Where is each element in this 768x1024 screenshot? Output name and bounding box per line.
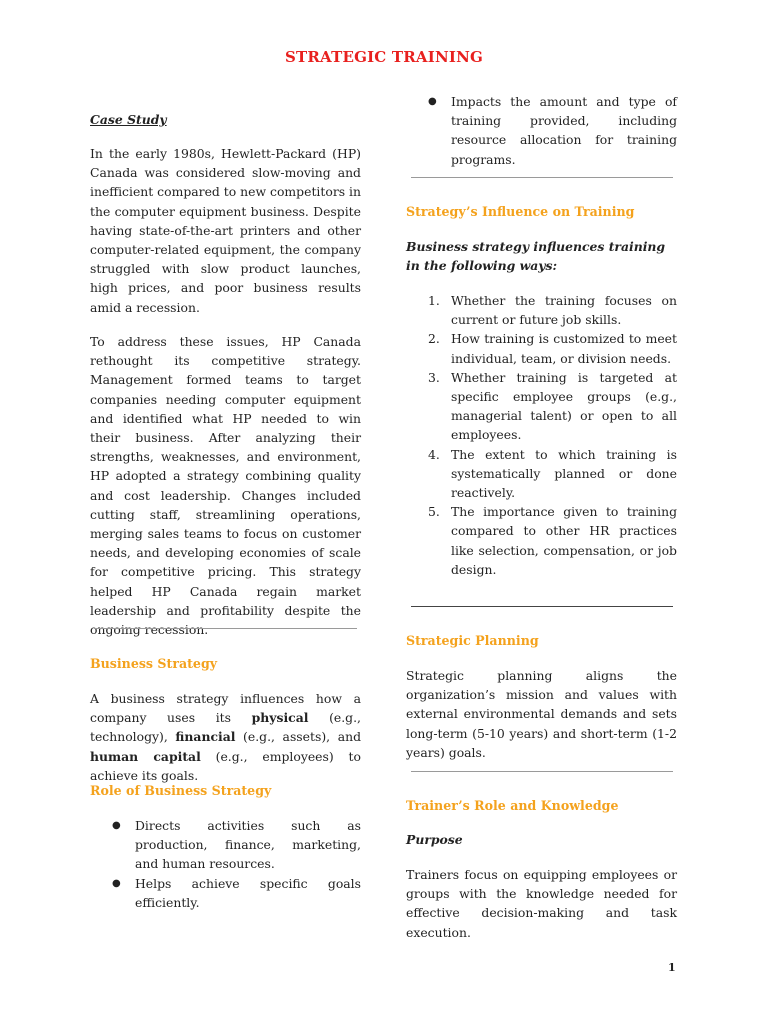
page-title: STRATEGIC TRAINING [285, 48, 483, 66]
divider [411, 771, 673, 772]
top-bullet-list [406, 92, 677, 169]
divider [411, 606, 673, 607]
page-number: 1 [668, 961, 676, 974]
bs-text: (e.g., assets), and [235, 729, 361, 745]
list-number: 3. [428, 369, 440, 385]
business-strategy-paragraph [90, 689, 361, 785]
bs-text: (e.g., technology), [90, 710, 361, 745]
trainer-role-heading: Trainer’s Role and Knowledge [406, 798, 619, 813]
bullet-icon: ● [428, 96, 437, 107]
bullet-icon: ● [112, 820, 121, 831]
list-item-text: Whether training is targeted at specific employee groups (e.g., managerial talent) or open to all employees. [451, 369, 677, 443]
list-item [406, 368, 677, 445]
divider [94, 628, 357, 629]
list-item [406, 92, 677, 169]
list-item-text: Whether the training focuses on current or future job skills. [451, 293, 677, 328]
list-item-text: How training is customized to meet individual, team, or division needs. [451, 331, 677, 366]
purpose-label: Purpose [406, 832, 463, 847]
list-item [406, 502, 677, 579]
list-item [406, 329, 677, 367]
influence-numbered-list [406, 291, 677, 579]
list-item-text: The importance given to training compared to other HR practices like selection, compensation, or job design. [451, 504, 677, 577]
case-study-label: Case Study [90, 112, 167, 127]
case-study-paragraph-2: To address these issues, HP Canada rethought its competitive strategy. Management formed teams to target companies needing computer equipment and identified what HP needed to win their business. After analyzing their strengths, weaknesses, and environment, HP adopted a strategy combining quality and cost leadership. Changes included cutting staff, streamlining operations, merging sales teams to focus on customer needs, and developing economies of scale for competitive pricing. This strategy helped HP Canada regain market leadership and profitability despite the ongoing recession. [90, 334, 361, 638]
list-number: 4. [428, 446, 440, 462]
bullet-icon: ● [112, 877, 121, 889]
bs-human-capital: human capital [90, 748, 201, 764]
list-item [90, 816, 361, 874]
list-item [406, 291, 677, 329]
list-number: 1. [428, 293, 440, 308]
list-item-text: Impacts the amount and type of training provided, including resource allocation for training programs. [451, 94, 677, 167]
bs-text: A business strategy influences how a company uses its [90, 691, 361, 726]
list-item-text: Helps achieve specific goals efficiently. [135, 875, 361, 910]
role-bullet-list [90, 816, 361, 912]
bs-text: (e.g., employees) to achieve its goals. [90, 748, 361, 783]
list-item-text: Directs activities such as production, finance, marketing, and human resources. [135, 818, 361, 872]
influence-intro: Business strategy influences training in the following ways: [406, 239, 666, 274]
business-strategy-heading: Business Strategy [90, 656, 218, 671]
list-number: 5. [428, 504, 440, 520]
influence-heading: Strategy’s Influence on Training [406, 204, 635, 219]
strategic-planning-paragraph: Strategic planning aligns the organization’s mission and values with external environmental demands and sets long-term (5-10 years) and short-term (1-2 years) goals. [406, 668, 677, 760]
case-study-paragraph-1: In the early 1980s, Hewlett-Packard (HP) Canada was considered slow-moving and inefficient compared to new competitors in the computer equipment business. Despite having state-of-the-art printers and other computer-related equipment, the company struggled with slow product launches, high prices, and poor business results amid a recession. [90, 146, 361, 315]
list-number: 2. [428, 331, 440, 347]
strategic-planning-heading: Strategic Planning [406, 633, 539, 648]
list-item [90, 874, 361, 912]
bs-physical: physical [251, 710, 309, 726]
purpose-paragraph: Trainers focus on equipping employees or groups with the knowledge needed for effective decision-making and task execution. [406, 867, 677, 940]
divider [411, 177, 673, 178]
role-of-business-strategy-heading: Role of Business Strategy [90, 783, 272, 798]
list-item [406, 445, 677, 503]
list-item-text: The extent to which training is systematically planned or done reactively. [451, 446, 677, 501]
bs-financial: financial [175, 729, 236, 745]
